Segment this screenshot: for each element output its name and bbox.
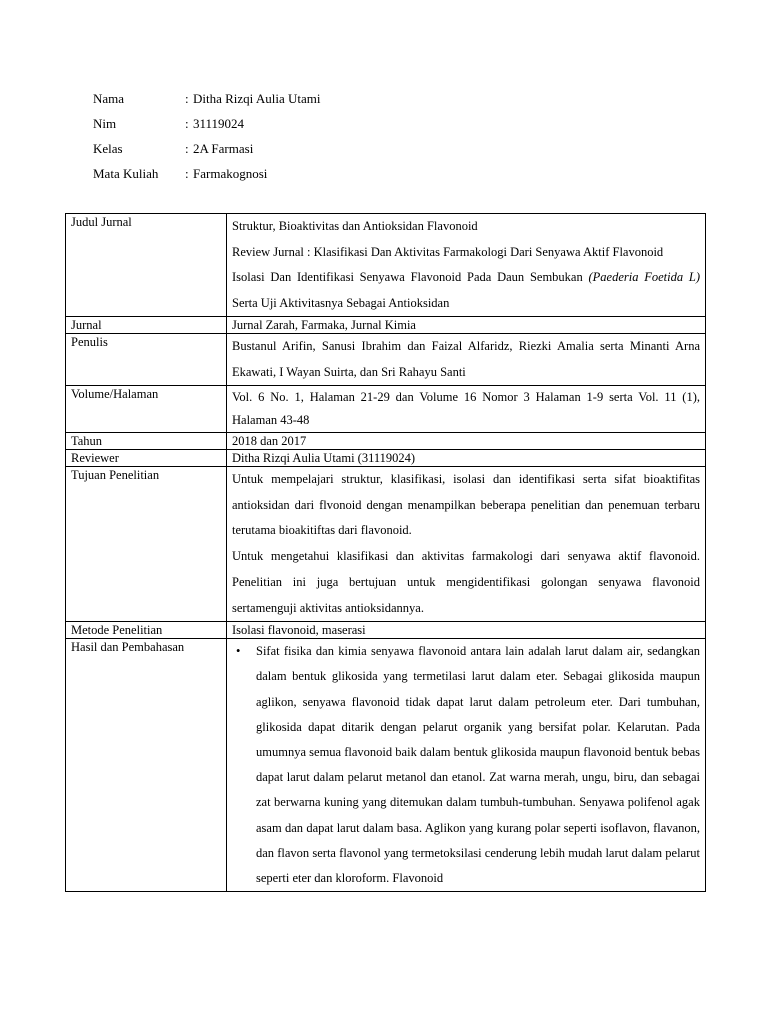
identity-label: Nim: [93, 115, 117, 131]
penulis-text: Bustanul Arifin, Sanusi Ibrahim dan Faizal Alfaridz, Riezki Amalia serta Minanti Arna Ekawati, I Wayan Suirta, dan Sri Rahayu Santi: [232, 339, 700, 379]
journal-review-table: [65, 213, 706, 892]
cell-value: [227, 334, 706, 386]
identity-value: 2A Farmasi: [193, 140, 254, 156]
judul-title-3-text: Isolasi Dan Identifikasi Senyawa Flavonoid Pada Daun Sembukan: [232, 270, 583, 284]
row-metode-penelitian: [66, 622, 706, 639]
row-tahun: [66, 433, 706, 450]
species-name: (Paederia Foetida L): [588, 270, 700, 284]
cell-value-judul: [227, 214, 706, 317]
identity-value: Farmakognosi: [193, 165, 268, 181]
identity-value: 31119024: [193, 115, 245, 131]
hasil-bullet-list: [232, 639, 700, 891]
cell-label: Hasil dan Pembahasan: [66, 639, 227, 892]
row-hasil-pembahasan: [66, 639, 706, 892]
judul-title-3-tail: Serta Uji Aktivitasnya Sebagai Antioksidan: [232, 295, 450, 310]
identity-row-nama: [93, 86, 320, 111]
identity-separator: :: [185, 165, 189, 181]
row-judul-jurnal: [66, 214, 706, 317]
cell-value: [227, 467, 706, 622]
judul-title-2: Review Jurnal : Klasifikasi Dan Aktivitas Farmakologi Dari Senyawa Aktif Flavonoid: [232, 244, 664, 259]
row-reviewer: [66, 450, 706, 467]
tujuan-paragraph-1: Untuk mempelajari struktur, klasifikasi, isolasi dan identifikasi serta sifat bioaktifitas antioksidan dari flvonoid dengan menampilkan beberapa penelitian dan penemuan terbaru terutama bioakitiftas dari flavonoid.: [232, 472, 700, 538]
cell-label: Volume/Halaman: [66, 386, 227, 433]
judul-title-3: [232, 265, 700, 316]
cell-value: Ditha Rizqi Aulia Utami (31119024): [227, 450, 706, 467]
cell-label: Tahun: [66, 433, 227, 450]
row-volume-halaman: [66, 386, 706, 433]
row-tujuan-penelitian: [66, 467, 706, 622]
volume-text: Vol. 6 No. 1, Halaman 21-29 dan Volume 16 Nomor 3 Halaman 1-9 serta Vol. 11 (1), Halaman 43-48: [232, 390, 700, 427]
identity-separator: :: [185, 90, 189, 106]
cell-label: Penulis: [66, 334, 227, 386]
cell-value: Jurnal Zarah, Farmaka, Jurnal Kimia: [227, 317, 706, 334]
cell-label: Metode Penelitian: [66, 622, 227, 639]
identity-row-kelas: [93, 136, 320, 161]
row-jurnal: [66, 317, 706, 334]
student-identity: [93, 86, 320, 186]
row-penulis: [66, 334, 706, 386]
cell-value: Isolasi flavonoid, maserasi: [227, 622, 706, 639]
cell-label: Reviewer: [66, 450, 227, 467]
identity-separator: :: [185, 140, 189, 156]
identity-row-nim: [93, 111, 320, 136]
identity-value: Ditha Rizqi Aulia Utami: [193, 90, 321, 106]
identity-label: Kelas: [93, 140, 123, 156]
judul-title-1: Struktur, Bioaktivitas dan Antioksidan Flavonoid: [232, 219, 478, 233]
cell-label: Judul Jurnal: [66, 214, 227, 317]
cell-value: [227, 639, 706, 892]
identity-row-mata-kuliah: [93, 161, 320, 186]
cell-value: [227, 386, 706, 433]
identity-label: Nama: [93, 90, 125, 106]
tujuan-paragraph-2: Untuk mengetahui klasifikasi dan aktivitas farmakologi dari senyawa aktif flavonoid. Penelitian ini juga bertujuan untuk mengidentifikasi golongan senyawa flavonoid sertamenguji aktivitas antioksidannya.: [232, 549, 700, 615]
cell-value: 2018 dan 2017: [227, 433, 706, 450]
cell-label: Jurnal: [66, 317, 227, 334]
identity-label: Mata Kuliah: [93, 165, 159, 181]
list-item: • Sifat fisika dan kimia senyawa flavonoid antara lain adalah larut dalam air, sedangkan dalam bentuk glikosida yang termetilasi larut dalam eter. Sebagai glikosida maupun aglikon, senyawa flavonoid tidak dapat larut dalam petroleum eter. Dari tumbuhan, glikosida dapat ditarik dengan pelarut organik yang bersifat polar. Kelarutan. Pada umumnya semua flavonoid baik dalam bentuk glikosida maupun flavonoid bentuk bebas dapat larut dalam pelarut metanol dan etanol. Zat warna merah, ungu, biru, dan sebagai zat berwarna kuning yang ditemukan dalam tumbuh-tumbuhan. Senyawa polifenol agak asam dan dapat larut dalam basa. Aglikon yang kurang polar seperti isoflavon, flavanon, dan flavon serta flavonol yang termetoksilasi cenderung lebih mudah larut dalam pelarut seperti eter dan kloroform. Flavonoid: [232, 639, 700, 891]
identity-separator: :: [185, 115, 189, 131]
cell-label: Tujuan Penelitian: [66, 467, 227, 622]
